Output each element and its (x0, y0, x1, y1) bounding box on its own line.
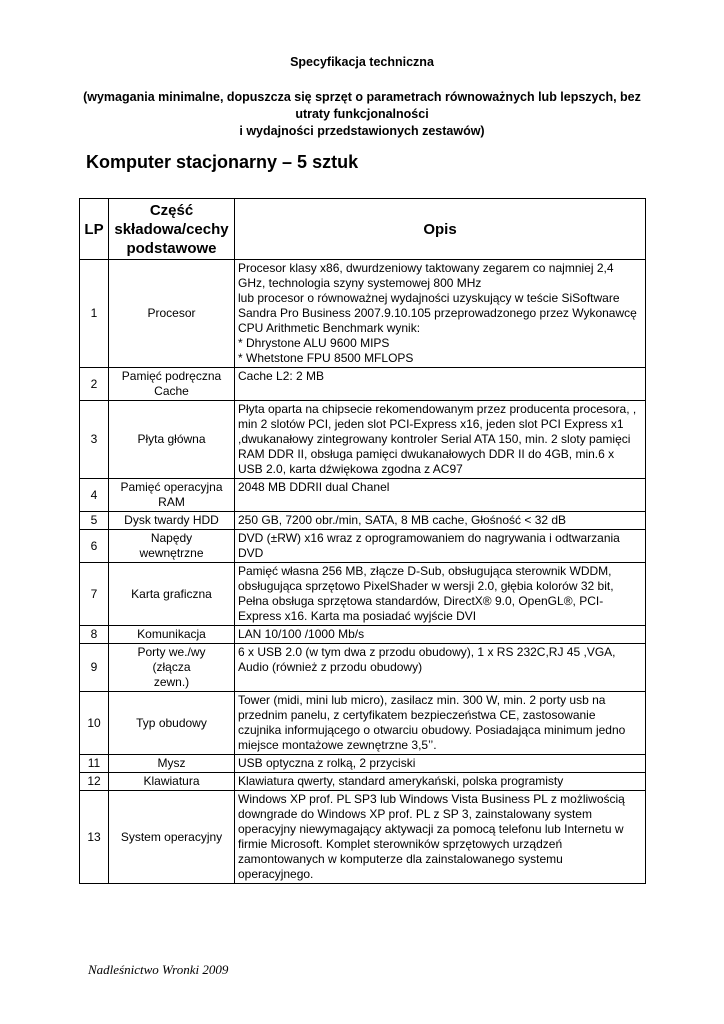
row-description (235, 626, 646, 644)
row-description-line: DVD (238, 546, 264, 560)
table-row (80, 530, 646, 563)
row-description (235, 563, 646, 626)
table-row (80, 260, 646, 368)
row-description-line (238, 495, 642, 510)
row-part (109, 791, 235, 884)
row-description (235, 530, 646, 563)
document-title: Specyfikacja techniczna (290, 55, 434, 69)
table-row (80, 401, 646, 479)
subtitle-line: (wymagania minimalne, dopuszcza się sprzęt o parametrach równoważnych lub lepszych, bez (83, 90, 641, 104)
row-description-line: przednim panelu, z certyfikatem bezpieczeństwa CE, zastosowanie (238, 708, 596, 722)
header-part-line: składowa/cechy (114, 220, 229, 238)
row-lp: 1 (80, 260, 109, 368)
row-part (109, 644, 235, 692)
row-description-line: 6 x USB 2.0 (w tym dwa z przodu obudowy), 1 x RS 232C,RJ 45 ,VGA, (238, 645, 616, 659)
row-part-line: (złącza (152, 660, 191, 674)
row-lp: 5 (80, 512, 109, 530)
row-lp: 10 (80, 692, 109, 755)
row-part-line: zewn.) (153, 675, 190, 689)
row-description (235, 773, 646, 791)
row-description-line: zamontowanych w komputerze dla zainstalowanego systemu (238, 852, 563, 866)
document-subtitle (80, 89, 644, 140)
row-description (235, 644, 646, 692)
row-description-line: Windows XP prof. PL SP3 lub Windows Vista Business PL z możliwością (238, 792, 625, 806)
row-part (109, 530, 235, 563)
row-lp: 2 (80, 368, 109, 401)
row-lp: 4 (80, 479, 109, 512)
row-part-line: System operacyjny (120, 829, 223, 844)
row-description (235, 260, 646, 368)
row-description (235, 479, 646, 512)
row-description-line: Płyta oparta na chipsecie rekomendowanym przez producenta procesora, , (238, 402, 637, 416)
table-row (80, 692, 646, 755)
row-description-line: RAM DDR II, obsługa pamięci dwukanałowych DDR II do 4GB, min.6 x (238, 447, 615, 461)
row-description-line: * Whetstone FPU 8500 MFLOPS (238, 351, 414, 365)
row-description (235, 512, 646, 530)
row-part (109, 626, 235, 644)
row-description (235, 692, 646, 755)
table-body (80, 260, 646, 884)
row-description-line: operacyjny niewymagający aktywacji za pomocą telefonu lub Internetu w (238, 822, 624, 836)
row-part-line: Porty we./wy (137, 645, 206, 659)
row-part (109, 260, 235, 368)
row-part-line: wewnętrzne (139, 546, 204, 560)
row-description (235, 368, 646, 401)
header-part-line: Część (149, 201, 194, 219)
row-lp: 12 (80, 773, 109, 791)
row-description-line: Procesor klasy x86, dwurdzeniowy taktowany zegarem co najmniej 2,4 (238, 261, 614, 275)
spec-table (79, 198, 646, 884)
header-desc: Opis (235, 199, 646, 260)
header-part (109, 199, 235, 260)
row-description-line: obsługująca sprzętowo PixelShader w wersji 2.0, głębia kolorów 32 bit, (238, 579, 614, 593)
row-part-line: Dysk twardy HDD (124, 513, 219, 527)
row-description-line: miejsce montażowe zewnętrzne 3,5’’. (238, 738, 437, 752)
footer-text: Nadleśnictwo Wronki 2009 (88, 962, 229, 977)
row-description-line: downgrade do Windows XP prof. PL z SP 3, zainstalowany system (238, 807, 592, 821)
row-description-line: GHz, technologia szyny systemowej 800 MHz (238, 276, 482, 290)
row-lp: 6 (80, 530, 109, 563)
row-part (109, 368, 235, 401)
header-part-line: podstawowe (126, 239, 217, 257)
row-description-line: Klawiatura qwerty, standard amerykański, polska programisty (238, 774, 564, 788)
row-part-line: Komunikacja (137, 627, 206, 641)
row-part (109, 563, 235, 626)
row-description-line: USB 2.0, karta dźwiękowa zgodna z AC97 (238, 462, 463, 476)
row-part-line: Karta graficzna (131, 586, 212, 601)
table-row (80, 479, 646, 512)
row-description (235, 401, 646, 479)
row-description-line: Tower (midi, mini lub micro), zasilacz min. 300 W, min. 2 porty usb na (238, 693, 606, 707)
row-description-line: LAN 10/100 /1000 Mb/s (238, 627, 365, 641)
row-part-line: Napędy (150, 531, 193, 545)
row-description-line: Express x16. Karta ma posiadać wyjście DVI (238, 609, 477, 623)
row-description-line (238, 384, 642, 399)
table-header-row (80, 199, 646, 260)
row-part-line: Pamięć operacyjna (120, 480, 223, 494)
table-row (80, 773, 646, 791)
row-description-line: firmie Microsoft. Komplet sterowników sprzętowych urządzeń (238, 837, 563, 851)
table-row (80, 512, 646, 530)
header-lp: LP (80, 199, 109, 260)
row-part-line: Klawiatura (143, 774, 200, 788)
row-lp: 3 (80, 401, 109, 479)
row-description-line: Sandra Pro Business 2007.9.10.105 przeprowadzonego przez Wykonawcę (238, 306, 637, 320)
row-part-line: Cache (154, 384, 189, 398)
table-row (80, 563, 646, 626)
row-lp: 13 (80, 791, 109, 884)
row-part (109, 755, 235, 773)
row-lp: 8 (80, 626, 109, 644)
subtitle-line: utraty funkcjonalności (295, 107, 429, 121)
row-part (109, 479, 235, 512)
table-row (80, 755, 646, 773)
row-part (109, 773, 235, 791)
row-lp: 7 (80, 563, 109, 626)
row-description-line: Cache L2: 2 MB (238, 369, 325, 383)
row-description-line: CPU Arithmetic Benchmark wynik: (238, 321, 421, 335)
row-description-line: * Dhrystone ALU 9600 MIPS (238, 336, 390, 350)
row-part (109, 692, 235, 755)
row-description (235, 755, 646, 773)
row-part-line: Płyta główna (137, 432, 206, 446)
table-row (80, 626, 646, 644)
row-description-line: czujnika informującego o otwarciu obudowy. Posiadająca minimum jedno (238, 723, 626, 737)
row-part-line: Pamięć podręczna (121, 369, 222, 383)
row-part-line: Procesor (147, 306, 196, 320)
row-description (235, 791, 646, 884)
row-part-line: RAM (158, 495, 185, 509)
row-description-line: operacyjnego. (238, 867, 314, 881)
row-description-line: Pamięć własna 256 MB, złącze D-Sub, obsługująca sterownik WDDM, (238, 564, 612, 578)
row-description-line: 250 GB, 7200 obr./min, SATA, 8 MB cache, Głośność < 32 dB (238, 513, 567, 527)
table-row (80, 791, 646, 884)
row-description-line: Pełna obsługa sprzętowa standardów, DirectX® 9.0, OpenGL®, PCI- (238, 594, 604, 608)
row-description-line: ,dwukanałowy zintegrowany kontroler Serial ATA 150, min. 2 sloty pamięci (238, 432, 631, 446)
row-part (109, 401, 235, 479)
row-lp: 11 (80, 755, 109, 773)
row-description-line: 2048 MB DDRII dual Chanel (238, 480, 390, 494)
row-description-line: min 2 slotów PCI, jeden slot PCI-Express x16, jeden slot PCI Express x1 (238, 417, 624, 431)
row-description-line: DVD (±RW) x16 wraz z oprogramowaniem do nagrywania i odtwarzania (238, 531, 620, 545)
table-row (80, 644, 646, 692)
row-part-line: Mysz (157, 756, 186, 770)
row-description-line: USB optyczna z rolką, 2 przyciski (238, 756, 416, 770)
row-description-line: lub procesor o równoważnej wydajności uzyskujący w teście SiSoftware (238, 291, 620, 305)
subtitle-line: i wydajności przedstawionych zestawów) (239, 124, 485, 138)
row-lp: 9 (80, 644, 109, 692)
row-part-line: Typ obudowy (136, 715, 207, 730)
section-heading: Komputer stacjonarny – 5 sztuk (86, 152, 359, 172)
row-description-line: Audio (również z przodu obudowy) (238, 660, 423, 674)
table-row (80, 368, 646, 401)
row-part (109, 512, 235, 530)
row-description-line (238, 675, 642, 690)
